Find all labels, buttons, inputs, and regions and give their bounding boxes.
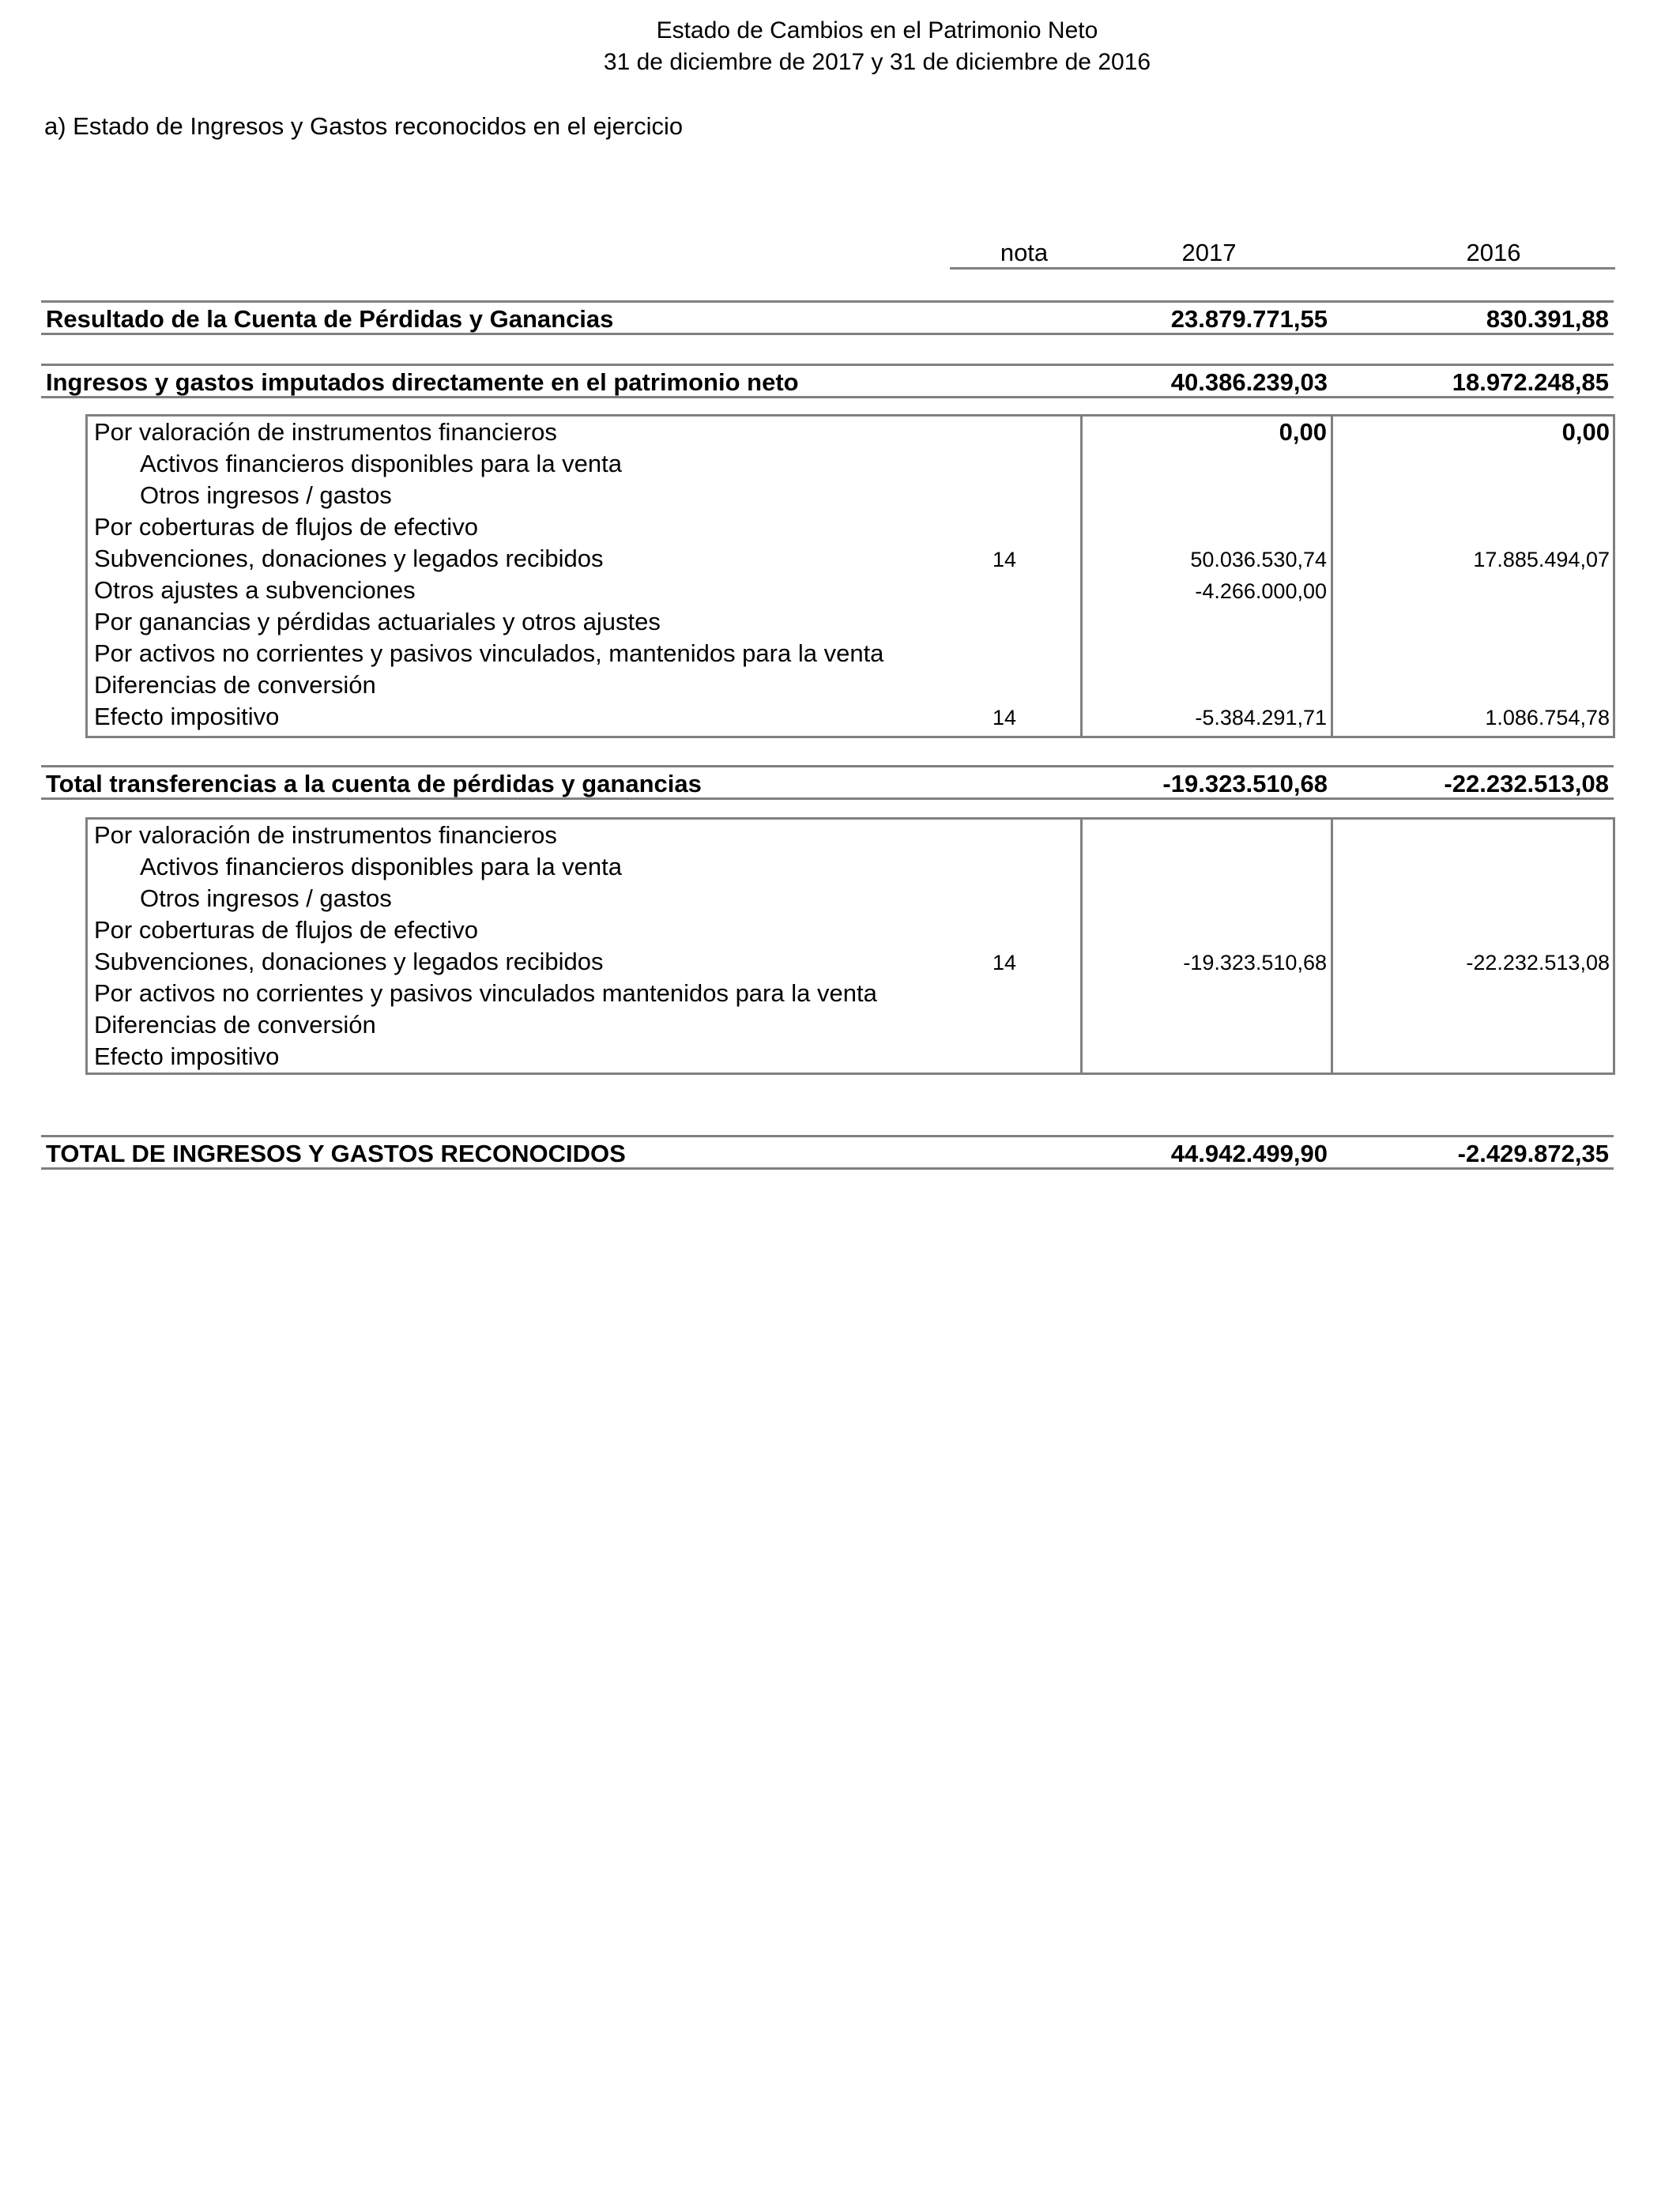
row-value-2017: -19.323.510,68 — [1183, 951, 1327, 974]
row-nota: 14 — [992, 548, 1017, 571]
table-row — [88, 417, 1613, 448]
row-label: Por ganancias y pérdidas actuariales y otros ajustes — [94, 608, 661, 635]
transferencias-label: Total transferencias a la cuenta de pérdidas y ganancias — [46, 770, 702, 797]
table-row — [88, 914, 1613, 946]
row-label: Por valoración de instrumentos financieros — [94, 418, 557, 446]
row-value-2016: 17.885.494,07 — [1473, 548, 1610, 571]
row-value-2017: -4.266.000,00 — [1195, 579, 1327, 603]
ingresos-detail-table — [85, 414, 1615, 738]
transferencias-band — [41, 765, 1614, 800]
row-value-2017: 0,00 — [1279, 418, 1327, 446]
row-label: Por activos no corrientes y pasivos vinculados, mantenidos para la venta — [94, 639, 884, 667]
table-row — [88, 1009, 1613, 1041]
table-row — [88, 946, 1613, 978]
column-header-2017: 2017 — [1181, 239, 1237, 266]
transferencias-2016: -22.232.513,08 — [1444, 770, 1609, 797]
resultado-2017: 23.879.771,55 — [1170, 305, 1328, 333]
row-label: Diferencias de conversión — [94, 1011, 376, 1039]
row-label: Otros ajustes a subvenciones — [94, 576, 416, 604]
transferencias-2017: -19.323.510,68 — [1162, 770, 1328, 797]
ingresos-2016: 18.972.248,85 — [1452, 368, 1609, 396]
document-subtitle: 31 de diciembre de 2017 y 31 de diciembre de 2016 — [603, 49, 1151, 75]
row-value-2017: 50.036.530,74 — [1190, 548, 1327, 571]
row-value-2017: -5.384.291,71 — [1195, 706, 1327, 729]
row-label: Activos financieros disponibles para la venta — [140, 853, 623, 880]
row-label: Activos financieros disponibles para la venta — [140, 450, 623, 477]
table-row — [88, 638, 1613, 669]
row-value-2016: 0,00 — [1561, 418, 1610, 446]
ingresos-2017: 40.386.239,03 — [1170, 368, 1328, 396]
table-row — [88, 978, 1613, 1009]
row-nota: 14 — [992, 706, 1017, 729]
row-value-2016: 1.086.754,78 — [1485, 706, 1610, 729]
ingresos-band — [41, 364, 1614, 398]
total-band — [41, 1135, 1614, 1170]
ingresos-label: Ingresos y gastos imputados directamente en el patrimonio neto — [46, 368, 799, 396]
table-row — [88, 480, 1613, 511]
table-row — [88, 701, 1613, 733]
resultado-band — [41, 300, 1614, 335]
table-row — [88, 606, 1613, 638]
resultado-2016: 830.391,88 — [1486, 305, 1609, 333]
table-row — [88, 575, 1613, 606]
row-nota: 14 — [992, 951, 1017, 974]
document-title: Estado de Cambios en el Patrimonio Neto — [656, 17, 1098, 43]
table-row — [88, 851, 1613, 883]
table-row — [88, 448, 1613, 480]
row-label: Por activos no corrientes y pasivos vinculados mantenidos para la venta — [94, 979, 877, 1007]
row-label: Otros ingresos / gastos — [140, 481, 392, 509]
row-value-2016: -22.232.513,08 — [1466, 951, 1610, 974]
row-label: Por coberturas de flujos de efectivo — [94, 513, 478, 541]
row-label: Subvenciones, donaciones y legados recibidos — [94, 545, 604, 572]
total-label: TOTAL DE INGRESOS Y GASTOS RECONOCIDOS — [46, 1140, 626, 1167]
row-label: Subvenciones, donaciones y legados recibidos — [94, 948, 604, 975]
total-2017: 44.942.499,90 — [1170, 1140, 1328, 1167]
row-label: Efecto impositivo — [94, 703, 280, 730]
row-label: Por valoración de instrumentos financieros — [94, 821, 557, 849]
table-row — [88, 669, 1613, 701]
table-row — [88, 820, 1613, 851]
table-row — [88, 883, 1613, 914]
row-label: Diferencias de conversión — [94, 671, 376, 699]
row-label: Otros ingresos / gastos — [140, 884, 392, 912]
section-title: a) Estado de Ingresos y Gastos reconocidos en el ejercicio — [44, 112, 684, 140]
column-header-2016: 2016 — [1466, 239, 1521, 266]
table-row — [88, 1041, 1613, 1072]
transferencias-detail-table — [85, 817, 1615, 1075]
row-label: Por coberturas de flujos de efectivo — [94, 916, 478, 944]
resultado-label: Resultado de la Cuenta de Pérdidas y Ganancias — [46, 305, 614, 333]
column-header-nota: nota — [1000, 239, 1049, 266]
total-2016: -2.429.872,35 — [1457, 1140, 1609, 1167]
row-label: Efecto impositivo — [94, 1042, 280, 1070]
table-row — [88, 543, 1613, 575]
header-rule — [950, 267, 1615, 270]
table-row — [88, 511, 1613, 543]
